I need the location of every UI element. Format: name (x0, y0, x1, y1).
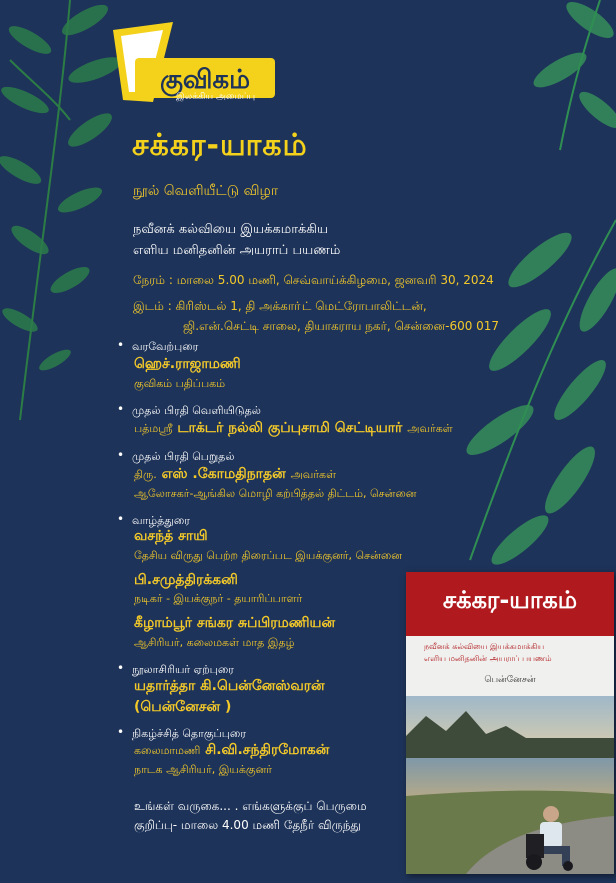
venue-line-2: ஜி.என்.செட்டி சாலை, தியாகராய நகர், சென்னை-600 017 (183, 319, 500, 333)
welcome-label: வரவேற்புரை (132, 340, 199, 353)
logo-text: குவிகம் (159, 65, 251, 95)
anchor-label: நிகழ்ச்சித் தொகுப்புரை (132, 727, 247, 740)
greetings-speaker-3-detail: ஆசிரியர், கலைமகள் மாத இதழ் (134, 636, 295, 649)
author-reply-label: நூலாசிரியர் ஏற்புரை (132, 663, 234, 676)
venue-line-1: இடம் : கிரிஸ்டல் 1, தி அக்காா்ட் மெட்ரோபாலிட்டன், (133, 299, 427, 313)
greetings-speaker-1-detail: தேசிய விருது பெற்ற திரைப்பட இயக்குனர், சென்னை (134, 549, 402, 562)
bullet: • (117, 402, 125, 416)
greetings-speaker-1: வசந்த் சாயி (134, 528, 208, 544)
bullet: • (117, 661, 125, 675)
greetings-speaker-3: கீழாம்பூர் சங்கர சுப்பிரமணியன் (134, 615, 336, 631)
release-label: முதல் பிரதி வெளியிடுதல் (132, 404, 261, 417)
author-pen-name: (பென்னேசன் ) (134, 699, 232, 715)
welcome-speaker-detail: குவிகம் பதிப்பகம் (134, 377, 226, 390)
anchor-prefix: கலைமாமணி (134, 744, 201, 757)
bullet: • (117, 725, 125, 739)
receive-speaker-detail: ஆலோசகர்-ஆங்கில மொழி கற்பித்தல் திட்டம், சென்னை (134, 487, 417, 500)
book-subtitle-1: நவீனக் கல்வியை இயக்கமாக்கிய (424, 642, 545, 651)
receive-prefix: திரு. (134, 468, 157, 481)
anchor-speaker-detail: நாடக ஆசிரியர், இயக்குனர் (134, 763, 272, 776)
release-speaker: டாக்டர் நல்லி குப்புசாமி செட்டியார் (177, 420, 403, 436)
greetings-label: வாழ்த்துரை (132, 514, 190, 527)
receive-suffix: அவர்கள் (290, 468, 337, 481)
receive-speaker-line (134, 466, 336, 484)
event-subtitle: நூல் வெளியீட்டு விழா (133, 183, 279, 199)
author-name: யதார்த்தா கி.பென்னேஸ்வரன் (134, 678, 325, 694)
release-prefix: பத்மஸ்ரீ (134, 422, 173, 435)
welcome-speaker: ஹெச்.ராஜாமணி (134, 356, 241, 372)
book-cover (406, 572, 614, 874)
book-subtitle-2: எளிய மனிதனின் அயராப் பயணம் (424, 654, 552, 663)
footer-line-1: உங்கள் வருகை... . எங்களுக்குப் பெருமை (134, 799, 367, 813)
event-time: நேரம் : மாலை 5.00 மணி, செவ்வாய்க்கிழமை, ஜனவரி 30, 2024 (133, 273, 494, 287)
book-cover-photo (406, 696, 614, 874)
receive-speaker: எஸ் .கோமதிநாதன் (161, 466, 286, 482)
bullet: • (117, 448, 125, 462)
logo-subtitle: இலக்கிய அமைப்பு (176, 92, 256, 102)
anchor-speaker-line (134, 742, 329, 760)
book-title: சக்கர-யாகம் (442, 586, 578, 614)
bullet: • (117, 338, 125, 352)
footer-line-2: குறிப்பு- மாலை 4.00 மணி தேநீர் விருந்து (134, 818, 361, 832)
greetings-speaker-2-detail: நடிகர் - இயக்குநர் - தயாரிப்பாளர் (134, 592, 303, 605)
release-suffix: அவர்கள் (407, 422, 453, 435)
event-title: சக்கர-யாகம் (132, 128, 308, 163)
anchor-speaker: சி.வி.சந்திரமோகன் (205, 742, 330, 758)
receive-label: முதல் பிரதி பெறுதல் (132, 450, 235, 463)
book-author: பென்னேசன் (484, 675, 536, 685)
bullet: • (117, 512, 125, 526)
tagline-line-1: நவீனக் கல்வியை இயக்கமாக்கிய (133, 222, 329, 237)
release-speaker-line (134, 420, 453, 438)
greetings-speaker-2: பி.சமுத்திரக்கனி (134, 572, 238, 588)
tagline-line-2: எளிய மனிதனின் அயராப் பயணம் (133, 243, 341, 258)
